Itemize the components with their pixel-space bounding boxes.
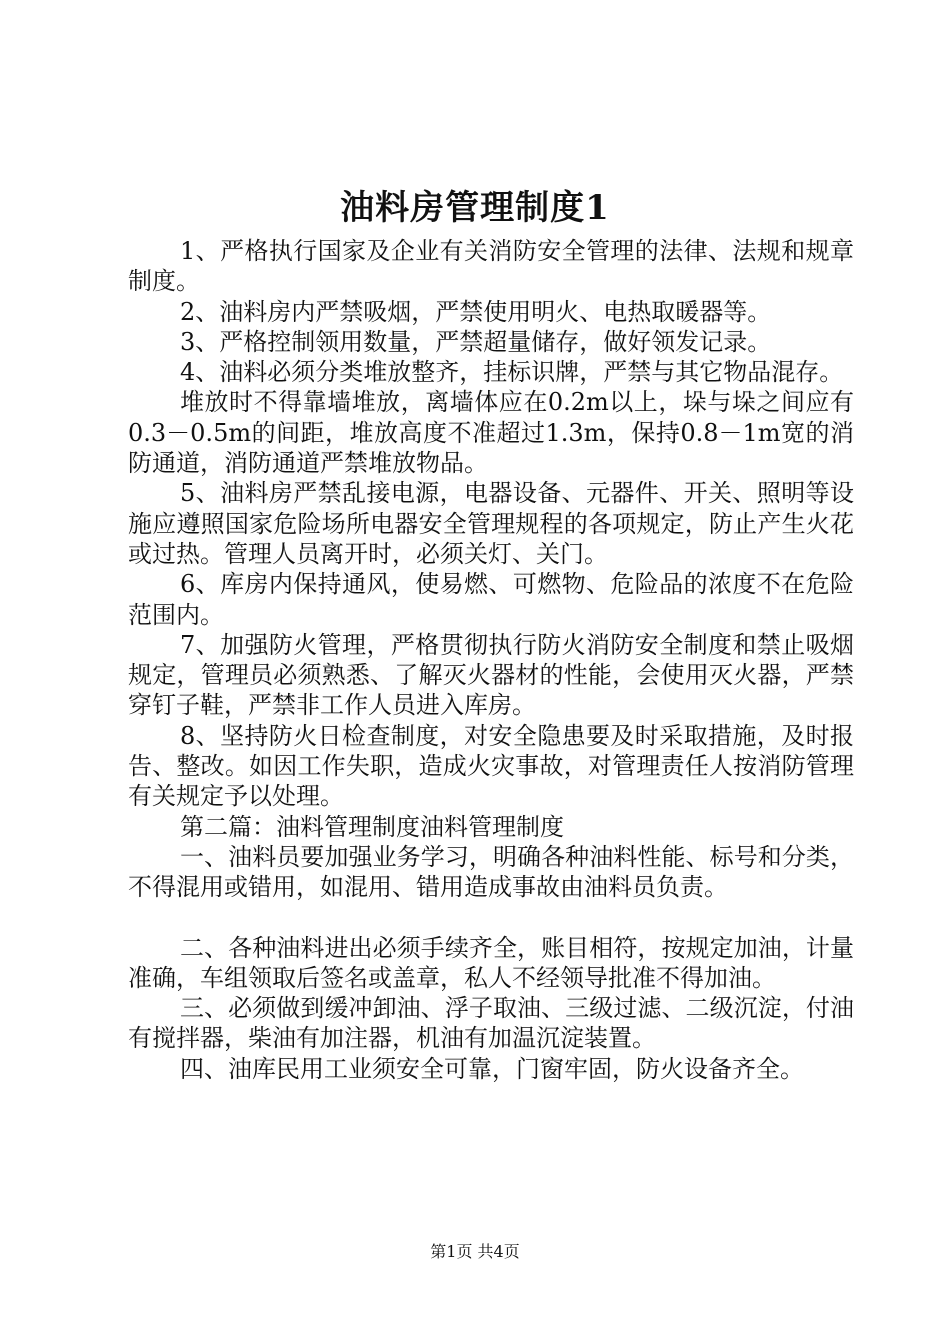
paragraph-1: 1、严格执行国家及企业有关消防安全管理的法律、法规和规章制度。 [128,237,854,296]
paragraph-section2-1: 一、油料员要加强业务学习，明确各种油料性能、标号和分类，不得混用或错用，如混用、错用造成事故由油料员负责。 [128,842,854,902]
paragraph-section2-3: 三、必须做到缓冲卸油、浮子取油、三级过滤、二级沉淀，付油有搅拌器，柴油有加注器，机油有加温沉淀装置。 [128,994,854,1053]
paragraph-3: 3、严格控制领用数量，严禁超量储存，做好领发记录。 [180,327,772,356]
paragraph-stacking-rule: 堆放时不得靠墙堆放，离墙体应在0.2m以上，垛与垛之间应有0.3－0.5m的间距，堆放高度不准超过1.3m，保持0.8－1m宽的消防通道，消防通道严禁堆放物品。 [128,388,854,478]
section-heading: 第二篇：油料管理制度油料管理制度 [180,812,564,841]
paragraph-section2-4: 四、油库民用工业须安全可靠，门窗牢固，防火设备齐全。 [180,1054,804,1083]
paragraph-7: 7、加强防火管理，严格贯彻执行防火消防安全制度和禁止吸烟规定，管理员必须熟悉、了解灭火器材的性能，会使用灭火器，严禁穿钉子鞋，严禁非工作人员进入库房。 [128,630,854,720]
paragraph-6: 6、库房内保持通风，使易燃、可燃物、危险品的浓度不在危险范围内。 [128,570,854,629]
paragraph-5: 5、油料房严禁乱接电源，电器设备、元器件、开关、照明等设施应遵照国家危险场所电器安全管理规程的各项规定，防止产生火花或过热。管理人员离开时，必须关灯、关门。 [128,479,854,568]
paragraph-4: 4、油料必须分类堆放整齐，挂标识牌，严禁与其它物品混存。 [180,358,844,387]
document-body [128,236,854,1084]
paragraph-2: 2、油料房内严禁吸烟，严禁使用明火、电热取暖器等。 [180,297,772,326]
page-title: 油料房管理制度1 [340,188,610,228]
paragraph-section2-2: 二、各种油料进出必须手续齐全，账目相符，按规定加油，计量准确，车组领取后签名或盖章，私人不经领导批准不得加油。 [128,933,854,992]
paragraph-8: 8、坚持防火日检查制度，对安全隐患要及时采取措施，及时报告、整改。如因工作失职，造成火灾事故，对管理责任人按消防管理有关规定予以处理。 [128,721,854,811]
page-footer: 第1页 共4页 [430,1242,520,1261]
